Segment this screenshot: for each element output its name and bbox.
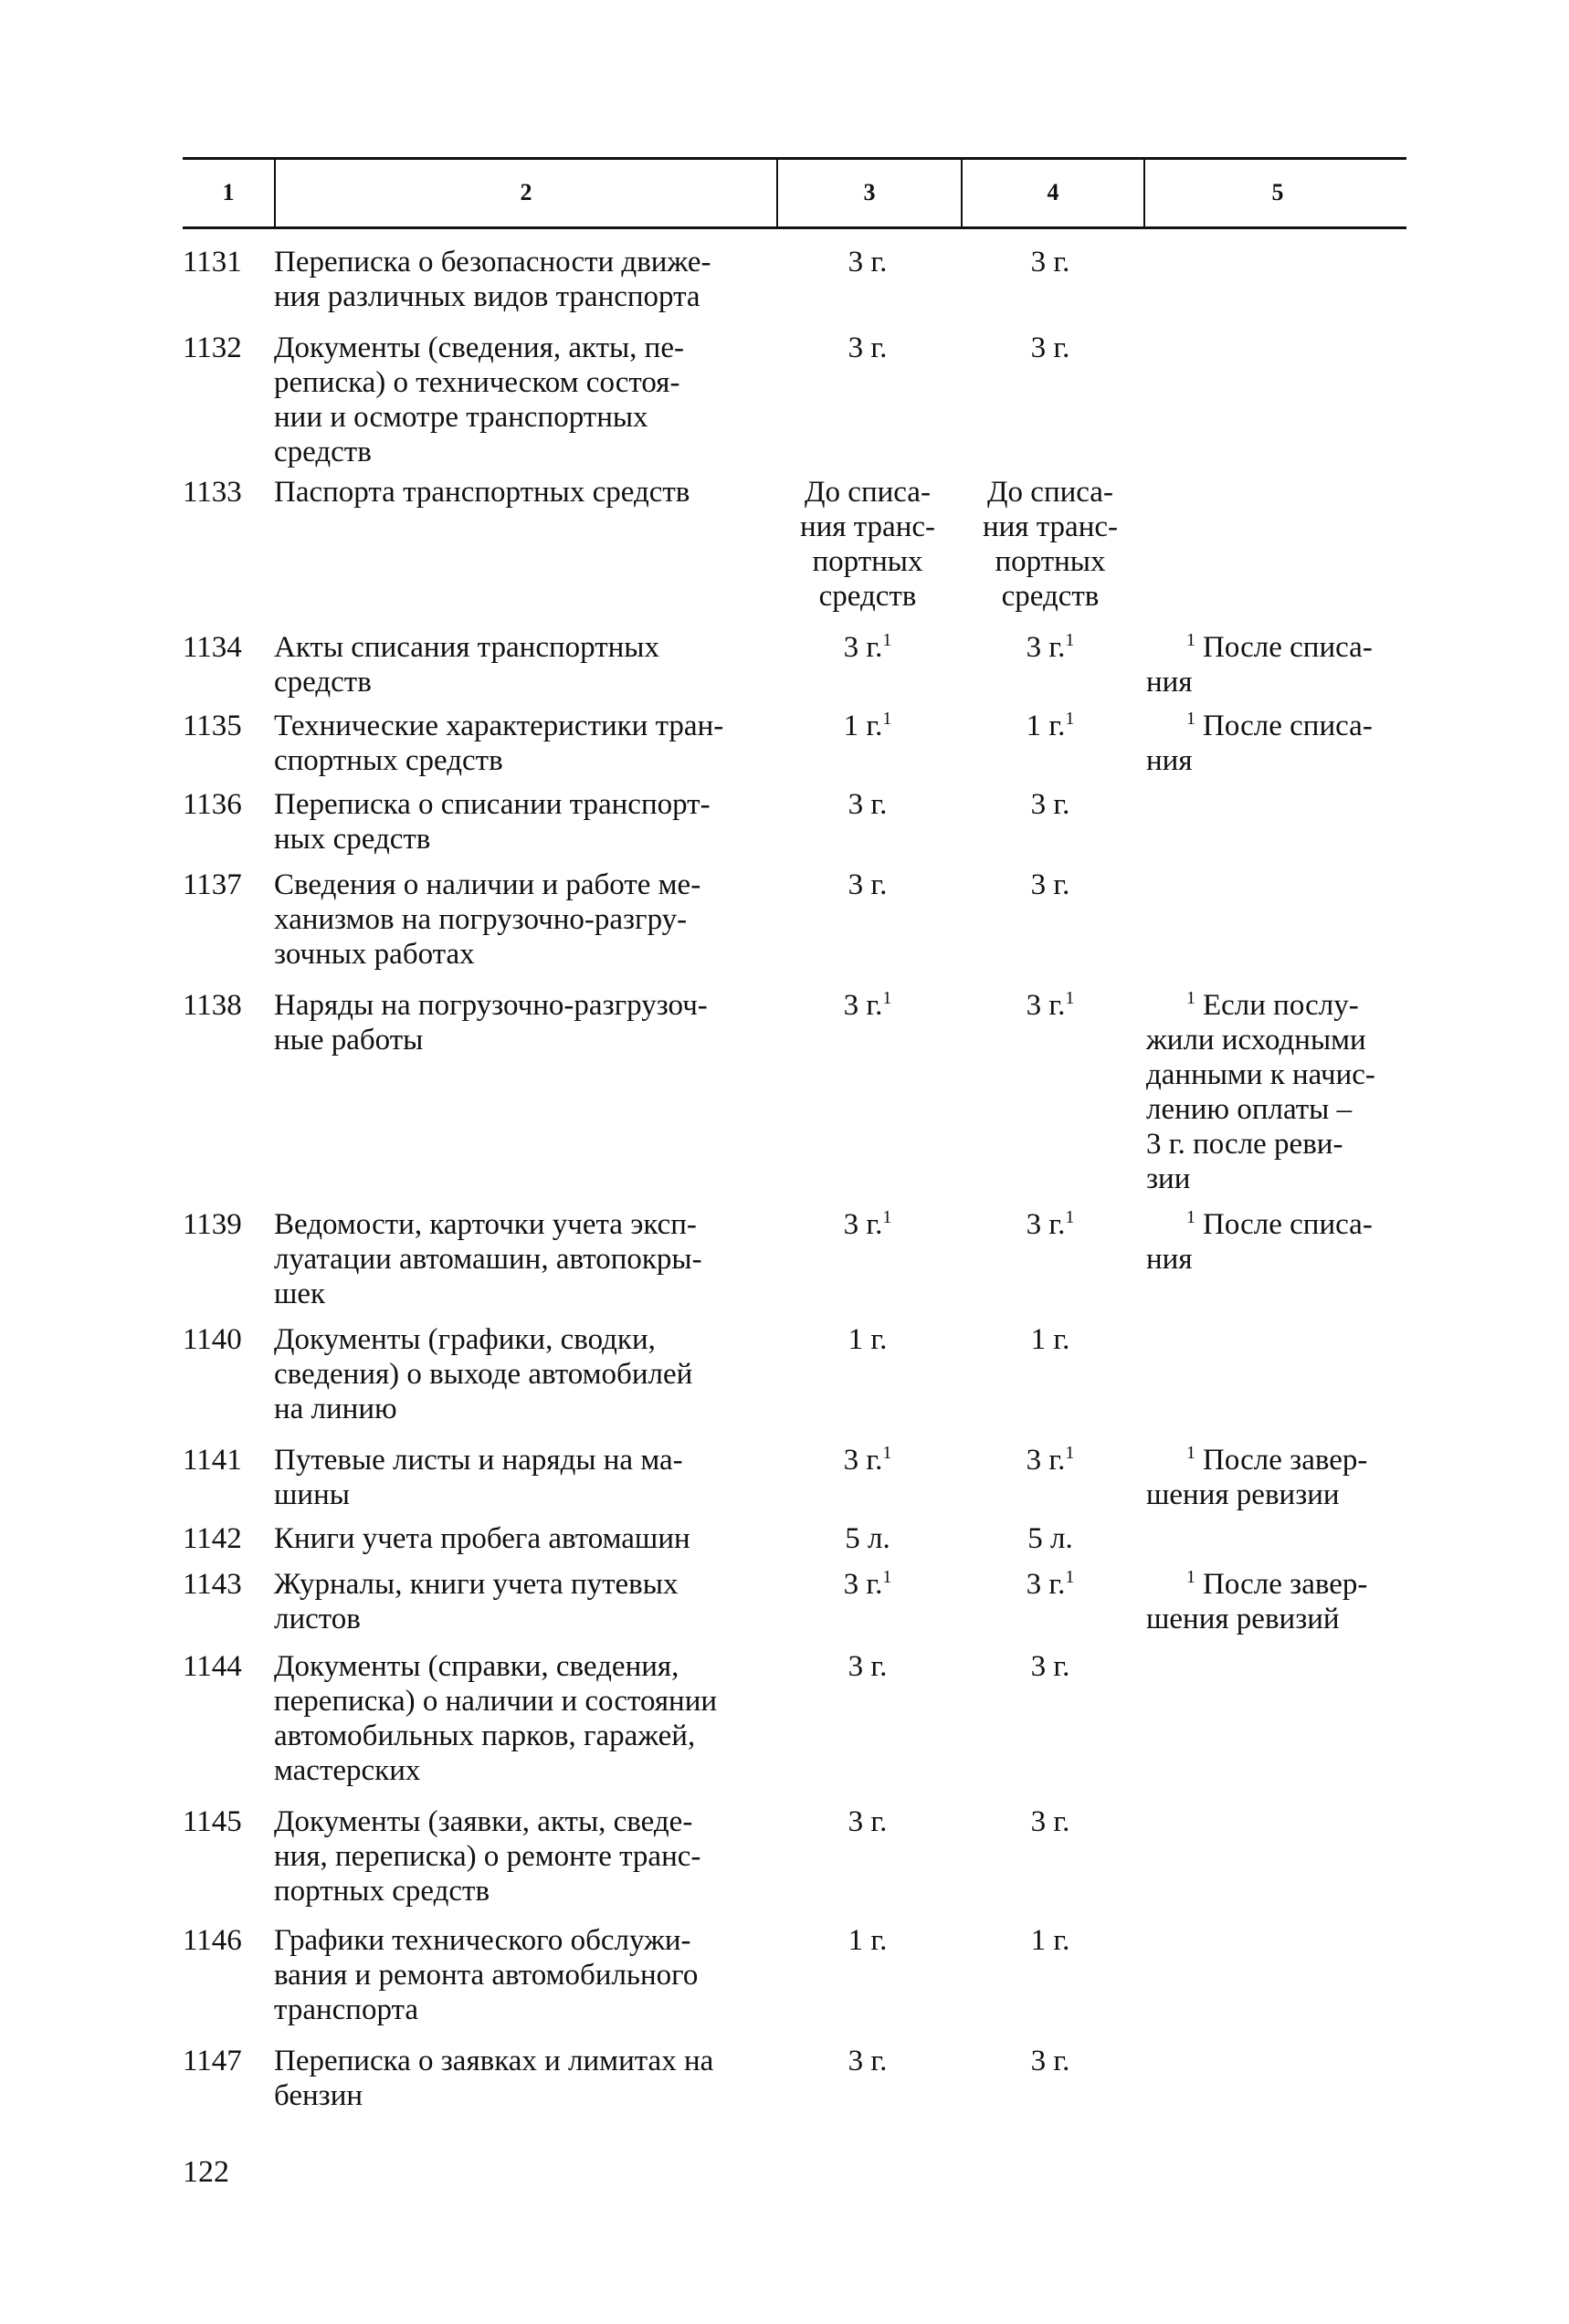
retention-value: 3 г. [1030,331,1070,364]
footnote-marker: 1 [1065,1207,1075,1227]
retention-col-4 [973,868,1128,902]
header-top-rule [183,157,1406,160]
retention-value: 5 л. [845,1522,890,1555]
document-title: Технические характеристики тран- спортных средств [274,710,724,777]
retention-value: 3 г. [848,331,888,364]
retention-col-4 [973,1521,1128,1556]
retention-value: 3 г. [1026,1568,1066,1601]
retention-col-4 [973,331,1128,365]
article-number: 1144 [183,1650,242,1683]
article-number: 1141 [183,1444,242,1477]
retention-col-3 [790,630,945,665]
document-title: Наряды на погрузочно-разгрузоч- ные работы [274,989,708,1057]
remark-text: Если послу- жили исходными данными к начис- лению оплаты – 3 г. после реви- зии [1146,989,1375,1195]
document-title: Книги учета пробега автомашин [274,1522,690,1555]
header-col-1: 1 [222,179,235,205]
article-number: 1133 [183,476,242,509]
retention-value: 3 г. [848,788,888,821]
retention-value: До списа- ния транс- портных средств [799,476,936,613]
header-col-4: 4 [1047,179,1059,205]
retention-value: 3 г. [1026,989,1066,1022]
retention-value: 3 г. [843,1444,883,1477]
header-bottom-rule [183,226,1406,229]
article-number: 1136 [183,788,242,821]
article-number: 1145 [183,1805,242,1838]
retention-col-3 [790,1207,945,1242]
document-title: Документы (заявки, акты, сведе- ния, переписка) о ремонте транс- портных средств [274,1805,701,1908]
remark-text: После списа- ния [1146,1208,1373,1276]
retention-value: 1 г. [843,710,883,742]
retention-col-4 [973,1567,1128,1602]
retention-value: 3 г. [848,868,888,901]
footnote-marker: 1 [882,709,892,729]
document-title: Ведомости, карточки учета эксп- луатации автомашин, автопокры- шек [274,1208,702,1310]
footnote-marker: 1 [1186,1207,1195,1227]
retention-col-4 [973,630,1128,665]
footnote-marker: 1 [1186,1567,1195,1587]
retention-value: 3 г. [843,1568,883,1601]
header-col-3: 3 [863,179,876,205]
document-title: Переписка о списании транспорт- ных средств [274,788,711,856]
document-title: Журналы, книги учета путевых листов [274,1568,679,1635]
header-col-2: 2 [520,179,532,205]
article-number: 1146 [183,1924,242,1957]
retention-value: 3 г. [843,989,883,1022]
retention-col-4 [973,988,1128,1023]
document-title: Акты списания транспортных средств [274,631,659,699]
retention-col-3 [790,1649,945,1684]
retention-col-4 [973,1207,1128,1242]
retention-value: 1 г. [1030,1323,1070,1356]
retention-value: 1 г. [848,1323,888,1356]
retention-col-3 [790,1443,945,1477]
footnote-marker: 1 [1065,1567,1075,1587]
retention-col-4 [973,787,1128,822]
article-number: 1140 [183,1323,242,1356]
retention-col-3 [790,709,945,743]
remark-text: После завер- шения ревизии [1146,1444,1368,1511]
remark [1146,709,1411,778]
retention-value: 3 г. [1026,1208,1066,1241]
retention-value: 1 г. [848,1924,888,1957]
retention-col-3 [790,475,945,614]
footnote-marker: 1 [882,1443,892,1463]
footnote-marker: 1 [1186,988,1195,1008]
retention-value: 3 г. [848,246,888,279]
document-title: Переписка о безопасности движе- ния различных видов транспорта [274,246,711,313]
retention-value: 3 г. [1030,1650,1070,1683]
retention-col-4 [973,1443,1128,1477]
footnote-marker: 1 [1186,630,1195,650]
page-number: 122 [183,2155,229,2189]
article-number: 1135 [183,710,242,742]
retention-value: 3 г. [1030,2045,1070,2077]
retention-col-4 [973,1322,1128,1357]
footnote-marker: 1 [1065,709,1075,729]
remark [1146,1207,1411,1277]
article-number: 1132 [183,331,242,364]
footnote-marker: 1 [882,988,892,1008]
retention-col-4 [973,1804,1128,1839]
document-title: Сведения о наличии и работе ме- ханизмов на погрузочно-разгру- зочных работах [274,868,701,971]
article-number: 1138 [183,989,242,1022]
retention-value: 3 г. [1030,788,1070,821]
retention-col-3 [790,1923,945,1958]
retention-col-3 [790,1521,945,1556]
article-number: 1143 [183,1568,242,1601]
remark [1146,630,1411,699]
article-number: 1134 [183,631,242,664]
footnote-marker: 1 [882,1207,892,1227]
retention-col-4 [973,245,1128,279]
retention-value: 3 г. [848,1650,888,1683]
retention-value: 3 г. [1030,1805,1070,1838]
footnote-marker: 1 [882,1567,892,1587]
retention-value: 3 г. [1026,631,1066,664]
retention-value: 3 г. [1026,1444,1066,1477]
retention-value: 3 г. [848,1805,888,1838]
article-number: 1137 [183,868,242,901]
document-title: Переписка о заявках и лимитах на бензин [274,2045,714,2112]
remark [1146,1567,1411,1636]
retention-col-3 [790,868,945,902]
retention-value: 3 г. [843,631,883,664]
document-title: Паспорта транспортных средств [274,476,690,509]
retention-value: 1 г. [1026,710,1066,742]
retention-value: 3 г. [1030,246,1070,279]
remark [1146,1443,1411,1512]
retention-col-3 [790,2044,945,2078]
document-title: Путевые листы и наряды на ма- шины [274,1444,683,1511]
article-number: 1131 [183,246,242,279]
article-number: 1142 [183,1522,242,1555]
retention-col-3 [790,988,945,1023]
retention-col-4 [973,475,1128,614]
document-title: Документы (сведения, акты, пе- реписка) о техническом состоя- нии и осмотре транспортных средств [274,331,684,468]
remark-text: После завер- шения ревизий [1146,1568,1368,1635]
footnote-marker: 1 [882,630,892,650]
document-title: Документы (справки, сведения, переписка) о наличии и состоянии автомобильных парков, гаражей, мастерских [274,1650,718,1787]
retention-col-4 [973,2044,1128,2078]
footnote-marker: 1 [1186,709,1195,729]
document-title: Документы (графики, сводки, сведения) о выходе автомобилей на линию [274,1323,693,1425]
retention-value: 3 г. [1030,868,1070,901]
retention-col-3 [790,331,945,365]
article-number: 1139 [183,1208,242,1241]
footnote-marker: 1 [1065,1443,1075,1463]
retention-value: 3 г. [843,1208,883,1241]
header-col-5: 5 [1271,179,1284,205]
retention-col-3 [790,1567,945,1602]
retention-col-3 [790,787,945,822]
retention-value: До списа- ния транс- портных средств [982,476,1119,613]
footnote-marker: 1 [1186,1443,1195,1463]
retention-col-4 [973,1649,1128,1684]
footnote-marker: 1 [1065,988,1075,1008]
document-title: Графики технического обслужи- вания и ремонта автомобильного транспорта [274,1924,699,2026]
footnote-marker: 1 [1065,630,1075,650]
retention-value: 1 г. [1030,1924,1070,1957]
retention-col-3 [790,1322,945,1357]
retention-col-4 [973,709,1128,743]
retention-col-4 [973,1923,1128,1958]
article-number: 1147 [183,2045,242,2077]
retention-value: 5 л. [1027,1522,1073,1555]
remark-text: После списа- ния [1146,631,1373,699]
retention-value: 3 г. [848,2045,888,2077]
remark [1146,988,1411,1196]
retention-col-3 [790,1804,945,1839]
remark-text: После списа- ния [1146,710,1373,777]
retention-col-3 [790,245,945,279]
